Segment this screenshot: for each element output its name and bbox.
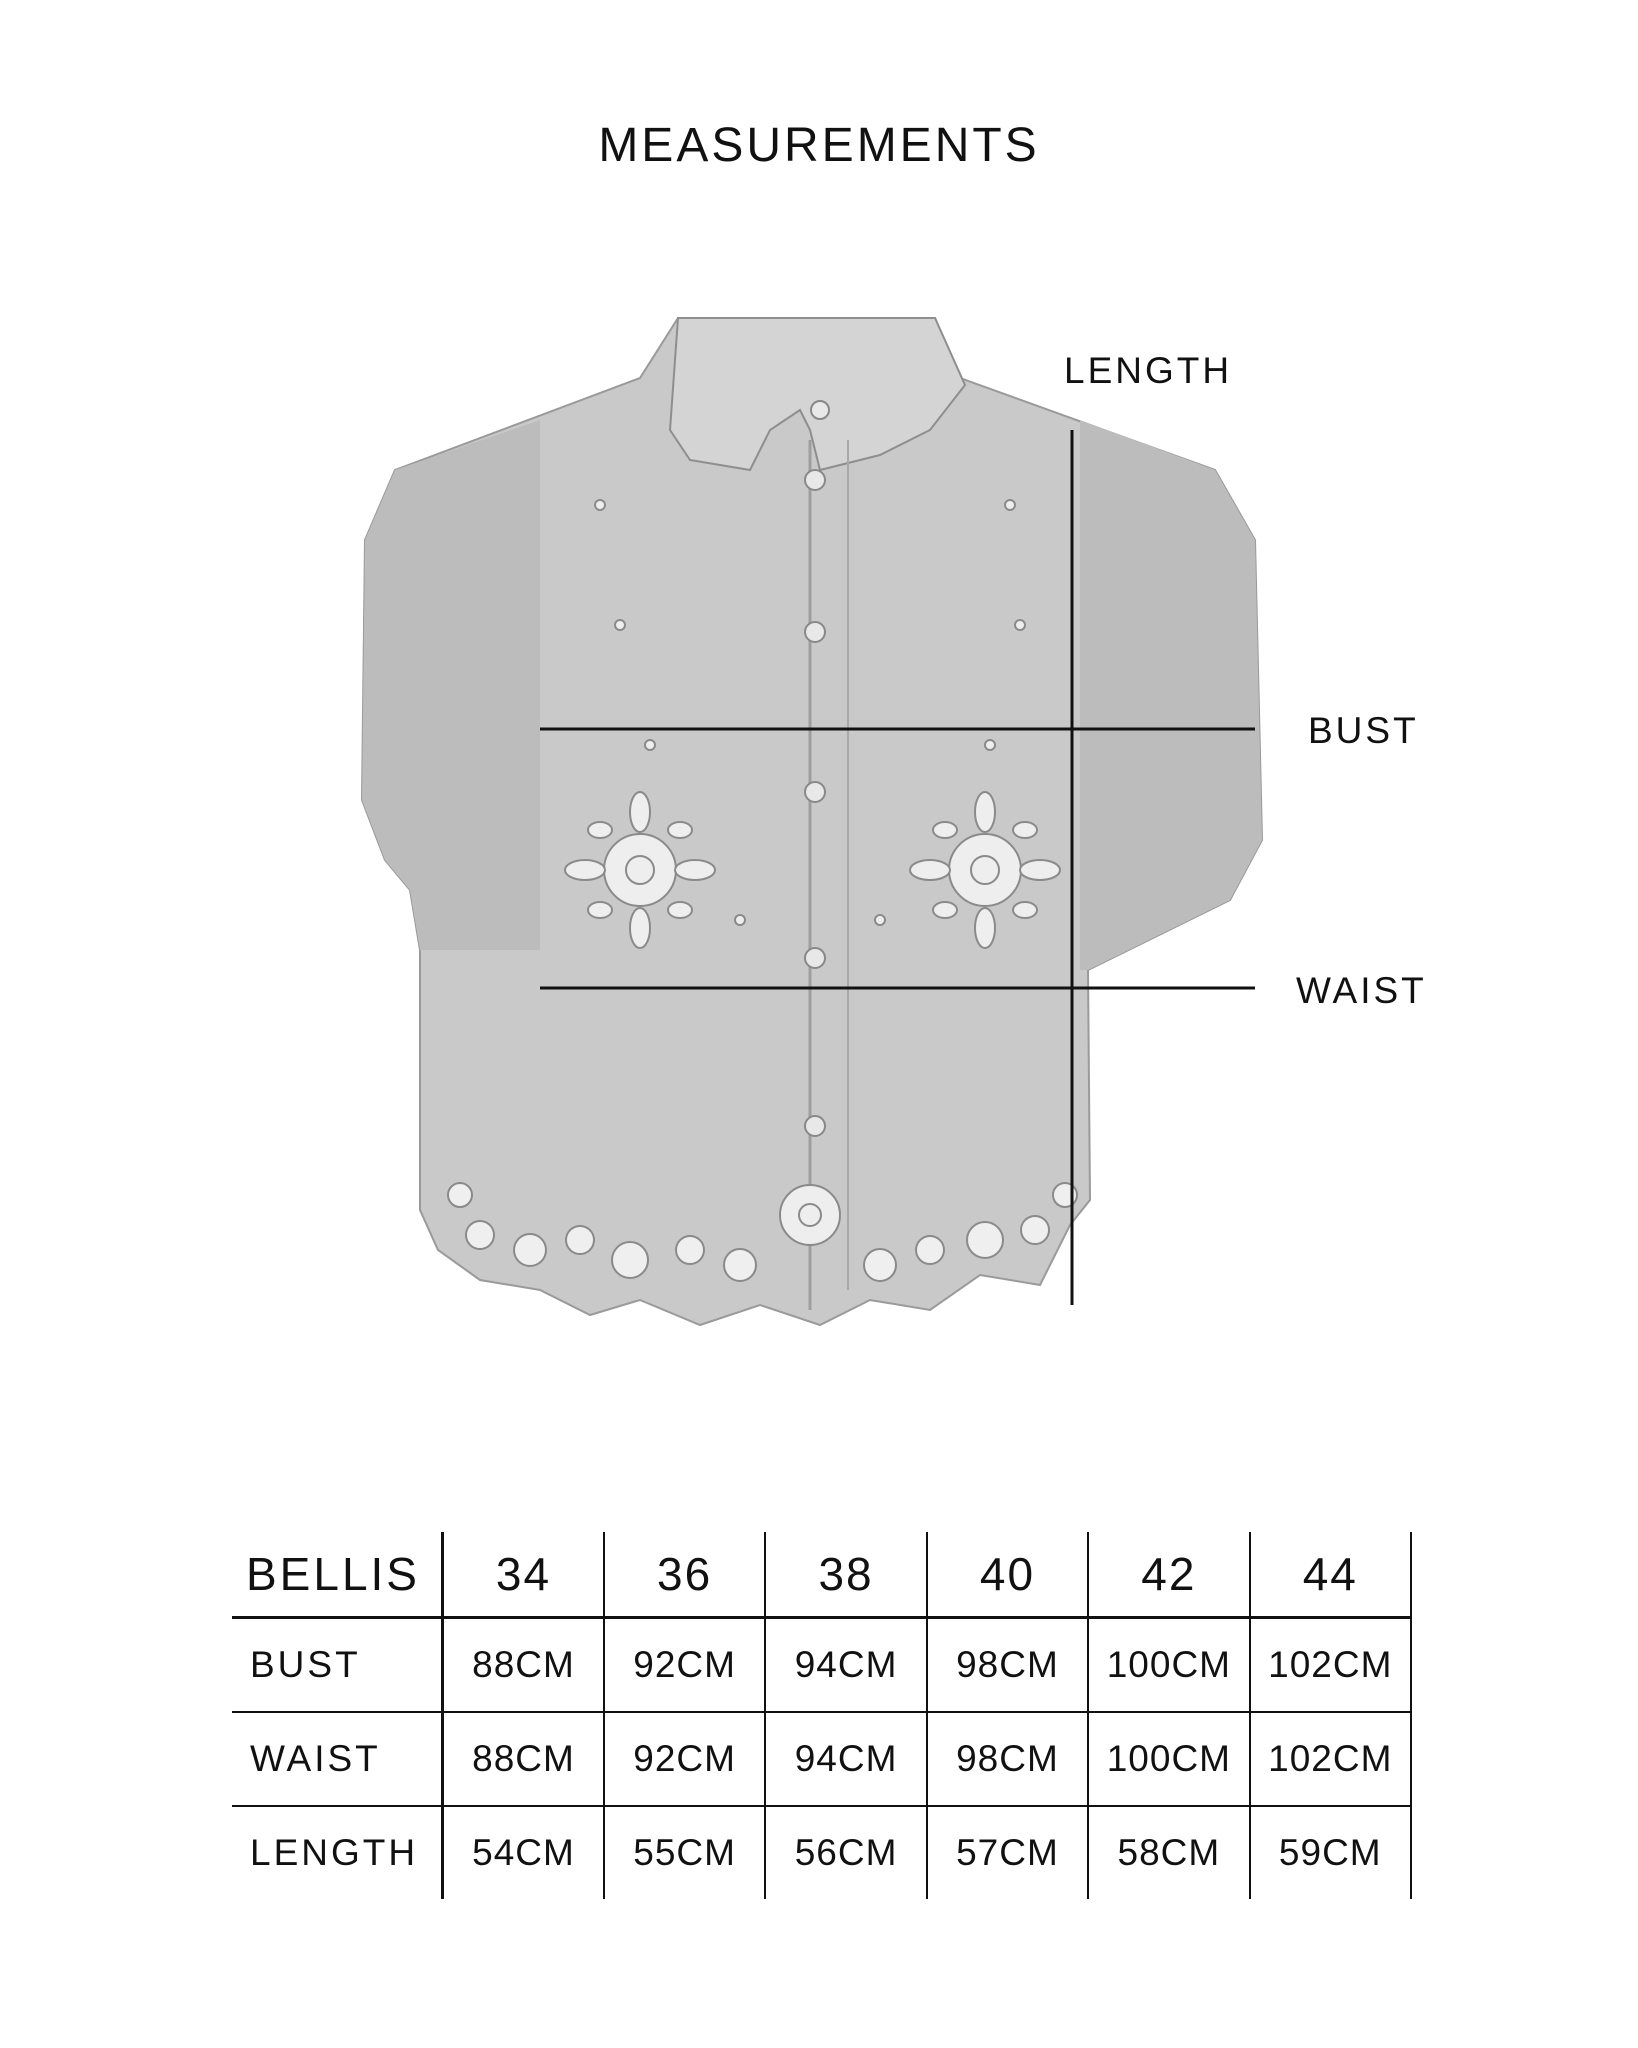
size-header: 40 <box>927 1532 1088 1618</box>
table-cell: 100CM <box>1088 1618 1249 1713</box>
table-corner-label: BELLIS <box>232 1532 443 1618</box>
shirt-illustration <box>340 300 1340 1340</box>
table-cell: 55CM <box>604 1806 765 1899</box>
table-cell: 98CM <box>927 1618 1088 1713</box>
table-cell: 102CM <box>1250 1618 1411 1713</box>
table-cell: 98CM <box>927 1712 1088 1806</box>
size-chart <box>232 1532 1412 1899</box>
table-cell: 88CM <box>443 1618 604 1713</box>
shirt-shading <box>362 420 540 950</box>
size-table <box>232 1532 1412 1899</box>
size-header: 34 <box>443 1532 604 1618</box>
table-cell: 94CM <box>765 1618 926 1713</box>
row-label: LENGTH <box>250 1832 419 1873</box>
row-label: WAIST <box>232 1712 443 1806</box>
shirt-drawing <box>340 300 1340 1340</box>
waist-label: WAIST <box>1296 970 1427 1011</box>
table-cell: 94CM <box>765 1712 926 1806</box>
table-row <box>232 1806 1411 1899</box>
size-header: 38 <box>765 1532 926 1618</box>
size-header: 44 <box>1250 1532 1411 1618</box>
table-cell: 54CM <box>443 1806 604 1899</box>
length-label: LENGTH <box>1064 350 1233 391</box>
size-header: 36 <box>604 1532 765 1618</box>
table-row <box>232 1618 1411 1713</box>
table-cell: 102CM <box>1250 1712 1411 1806</box>
table-cell: 92CM <box>604 1618 765 1713</box>
table-cell: 88CM <box>443 1712 604 1806</box>
row-label: BUST <box>232 1618 443 1713</box>
size-header: 42 <box>1088 1532 1249 1618</box>
table-cell: 92CM <box>604 1712 765 1806</box>
table-cell: 57CM <box>927 1806 1088 1899</box>
table-cell: 100CM <box>1088 1712 1249 1806</box>
page-title: MEASUREMENTS <box>598 119 1040 172</box>
size-header-row <box>232 1532 1411 1618</box>
bust-label: BUST <box>1308 710 1419 751</box>
table-cell: 59CM <box>1250 1806 1411 1899</box>
table-cell: 56CM <box>765 1806 926 1899</box>
table-cell: 58CM <box>1088 1806 1249 1899</box>
table-row <box>232 1712 1411 1806</box>
